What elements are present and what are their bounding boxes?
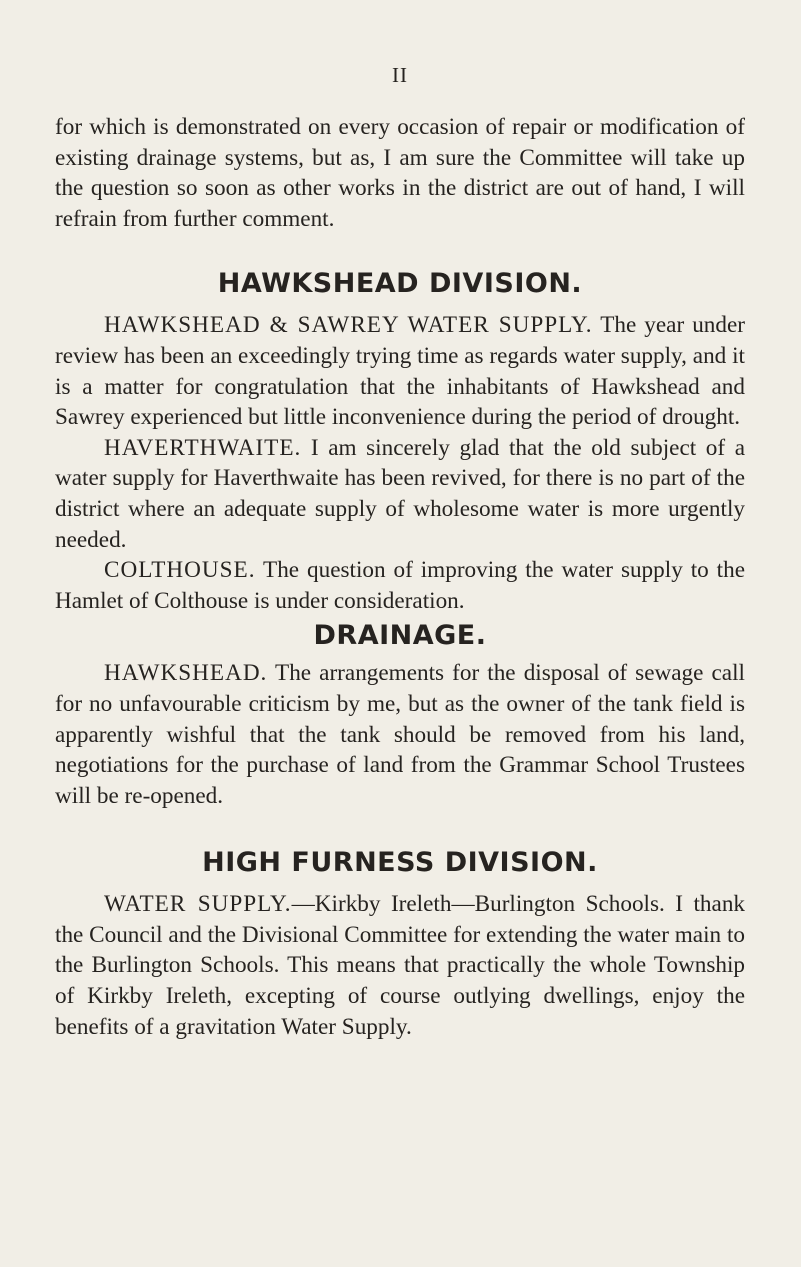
water-supply-paragraph <box>55 310 745 432</box>
colthouse-lead: COLTHOUSE. <box>104 557 256 584</box>
high-furness-water-text: —Kirkby Ireleth—Burlington Schools. I thank the Council and the Divisional Committee for extending the water main to the Burlington Schools. This means that practically the whole Township of Kirkby Ireleth, excepting of course outlying dwellings, enjoy the benefits of a gravitation Water Supply. <box>55 891 746 1040</box>
high-furness-division-heading: HIGH FURNESS DIVISION. <box>202 847 598 879</box>
hawkshead-drainage-paragraph <box>55 658 745 811</box>
hawkshead-division-heading: HAWKSHEAD DIVISION. <box>217 268 583 300</box>
haverthwaite-lead: HAVERTHWAITE. <box>104 434 302 461</box>
hawkshead-drainage-text: The arrangements for the disposal of sewage call for no unfavourable criticism by me, but as the owner of the tank field is apparently wishful that the tank should be removed from his land, negotiations for the purchase of land from the Grammar School Trustees will be re-opened. <box>55 660 745 809</box>
haverthwaite-text: I am sincerely glad that the old subject of a water supply for Haverthwaite has been revived, for there is no part of the district where an adequate supply of wholesome water is more urgently needed. <box>55 434 745 553</box>
intro-paragraph: for which is demonstrated on every occasion of repair or modification of existing drainage systems, but as, I am sure the Committee will take up the question so soon as other works in the district are out of hand, I will refrain from further comment. <box>55 114 745 232</box>
colthouse-text: The question of improving the water supply to the Hamlet of Colthouse is under consideration. <box>55 557 745 614</box>
high-furness-water-paragraph <box>55 889 745 1042</box>
colthouse-paragraph <box>55 555 745 616</box>
hawkshead-drainage-lead: HAWKSHEAD. <box>104 660 268 687</box>
document-page <box>55 62 745 1042</box>
high-furness-water-lead: WATER SUPPLY. <box>104 891 292 918</box>
water-supply-text: The year under review has been an exceedingly trying time as regards water supply, and it is a matter for congratulation that the inhabitants of Hawkshead and Sawrey experienced but little inconvenience during the period of drought. <box>55 312 745 431</box>
haverthwaite-paragraph <box>55 433 745 555</box>
drainage-heading: DRAINAGE. <box>313 620 487 652</box>
water-supply-lead: HAWKSHEAD & SAWREY WATER SUPPLY. <box>104 312 593 339</box>
page-number: II <box>392 63 408 87</box>
